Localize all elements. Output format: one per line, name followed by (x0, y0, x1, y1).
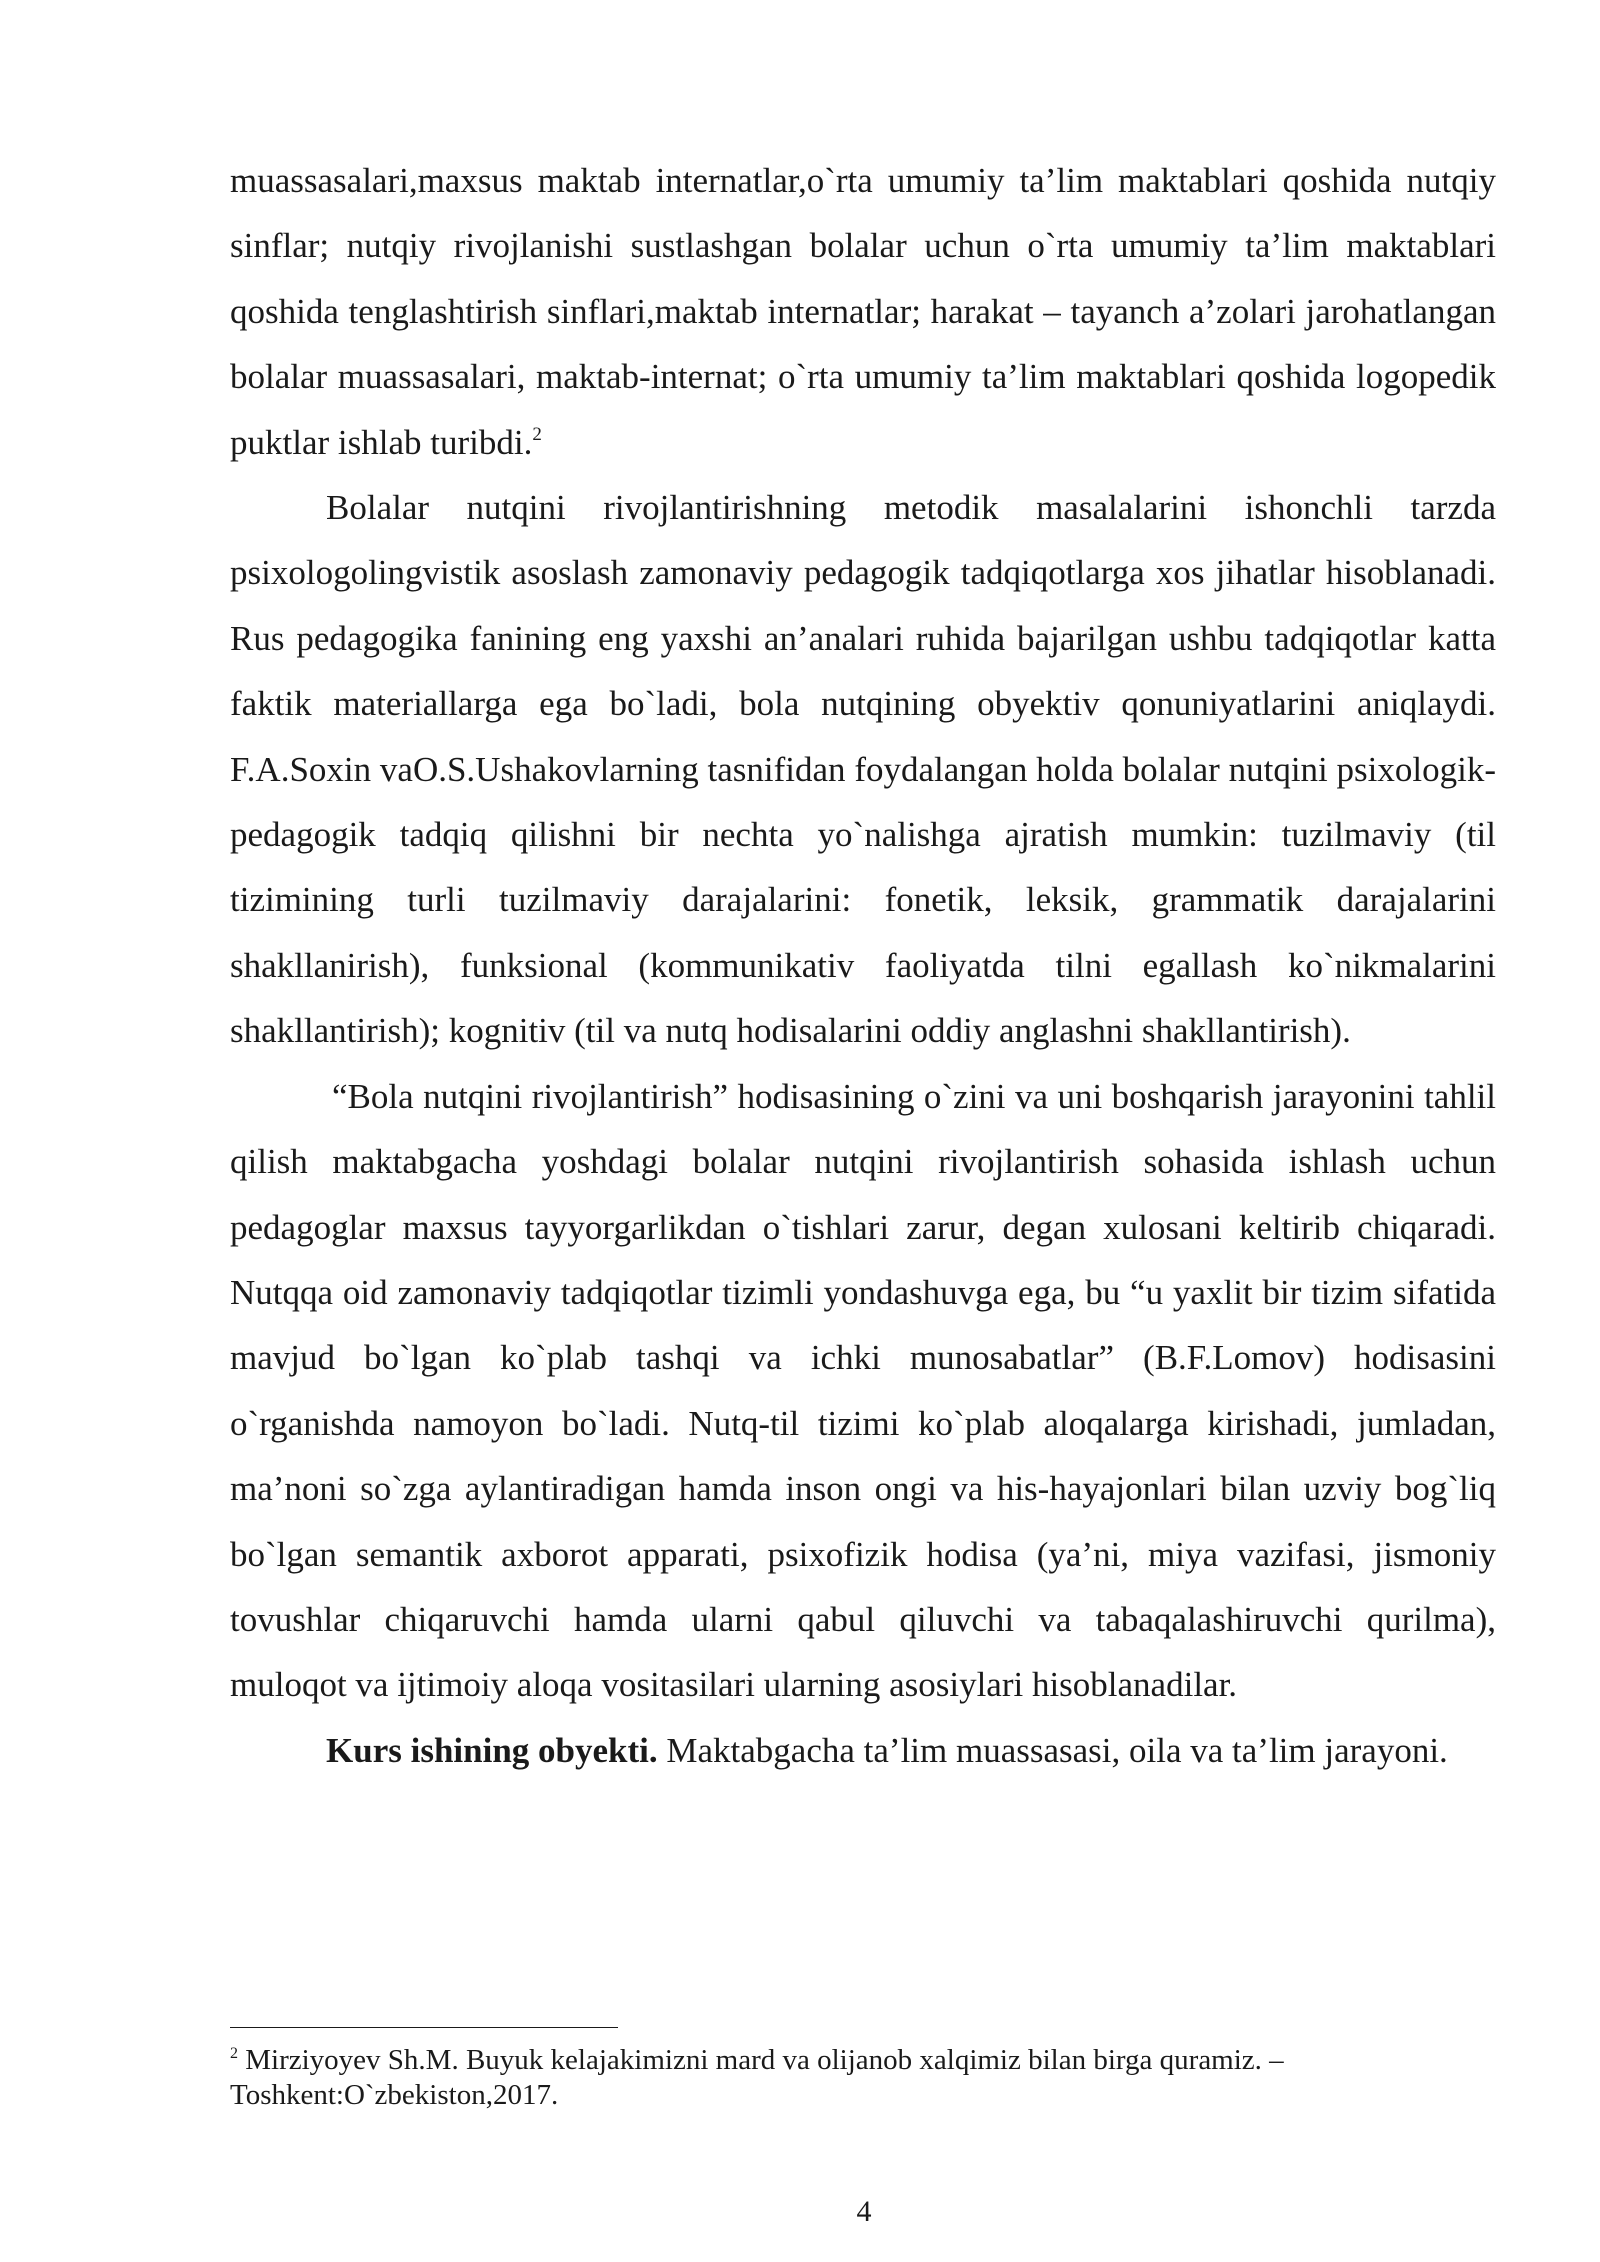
footnote-reference[interactable]: 2 (532, 423, 542, 445)
footnote-number: 2 (230, 2045, 238, 2062)
paragraph-course-object (230, 1718, 1496, 1783)
paragraph-psycholinguistic-basis: Bolalar nutqini rivojlantirishning metodik masalalarini ishonchli tarzda psixologolingvistik asoslash zamonaviy pedagogik tadqiqotlarga xos jihatlar hisoblanadi. Rus pedagogika fanining eng yaxshi an’analari ruhida bajarilgan ushbu tadqiqotlar katta faktik materiallarga ega bo`ladi, bola nutqining obyektiv qonuniyatlarini aniqlaydi. F.A.Soxin vaO.S.Ushakovlarning tasnifidan foydalangan holda bolalar nutqini psixologik-pedagogik tadqiq qilishni bir nechta yo`nalishga ajratish mumkin: tuzilmaviy (til tizimining turli tuzilmaviy darajalarini: fonetik, leksik, grammatik darajalarini shakllanirish), funksional (kommunikativ faoliyatda tilni egallash ko`nikmalarini shakllantirish); kognitiv (til va nutq hodisalarini oddiy anglashni shakllantirish). (230, 488, 1496, 1051)
paragraph-continuation (230, 148, 1496, 475)
paragraph-speech-development: “Bola nutqini rivojlantirish” hodisasining o`zini va uni boshqarish jarayonini tahlil qilish maktabgacha yoshdagi bolalar nutqini rivojlantirish sohasida ishlash uchun pedagoglar maxsus tayyorgarlikdan o`tishlari zarur, degan xulosani keltirib chiqaradi. Nutqqa oid zamonaviy tadqiqotlar tizimli yondashuvga ega, bu “u yaxlit bir tizim sifatida mavjud bo`lgan ko`plab tashqi va ichki munosabatlar” (B.F.Lomov) hodisasini o`rganishda namoyon bo`ladi. Nutq-til tizimi ko`plab aloqalarga kirishadi, jumladan, ma’noni so`zga aylantiradigan hamda inson ongi va his-hayajonlari bilan uzviy bog`liq bo`lgan semantik axborot apparati, psixofizik hodisa (ya’ni, miya vazifasi, jismoniy tovushlar chiqaruvchi hamda ularni qabul qiluvchi va tabaqalashiruvchi qurilma), muloqot va ijtimoiy aloqa vositasilari ularning asosiylari hisoblanadilar. (230, 1076, 1496, 1705)
footnote-text: Mirziyoyev Sh.M. Buyuk kelajakimizni mard va olijanob xalqimiz bilan birga quramiz. – Toshkent:O`zbekiston,2017. (230, 2044, 1284, 2111)
paragraph-continuation-text: muassasalari,maxsus maktab internatlar,o`rta umumiy ta’lim maktablari qoshida nutqiy sinflar; nutqiy rivojlanishi sustlashgan bolalar uchun o`rta umumiy ta’lim maktablari qoshida tenglashtirish sinflari,maktab internatlar; harakat – tayanch a’zolari jarohatlangan bolalar muassasalari, maktab-internat; o`rta umumiy ta’lim maktablari qoshida logopedik puktlar ishlab turibdi. (230, 161, 1496, 462)
body-text (230, 148, 1496, 1783)
page-number: 4 (856, 2195, 872, 2228)
course-object-label: Kurs ishining obyekti. (326, 1730, 658, 1770)
course-object-text: Maktabgacha ta’lim muassasasi, oila va ta’lim jarayoni. (657, 1730, 1448, 1770)
footnote-separator (230, 2027, 618, 2028)
footnote (230, 2043, 1496, 2113)
